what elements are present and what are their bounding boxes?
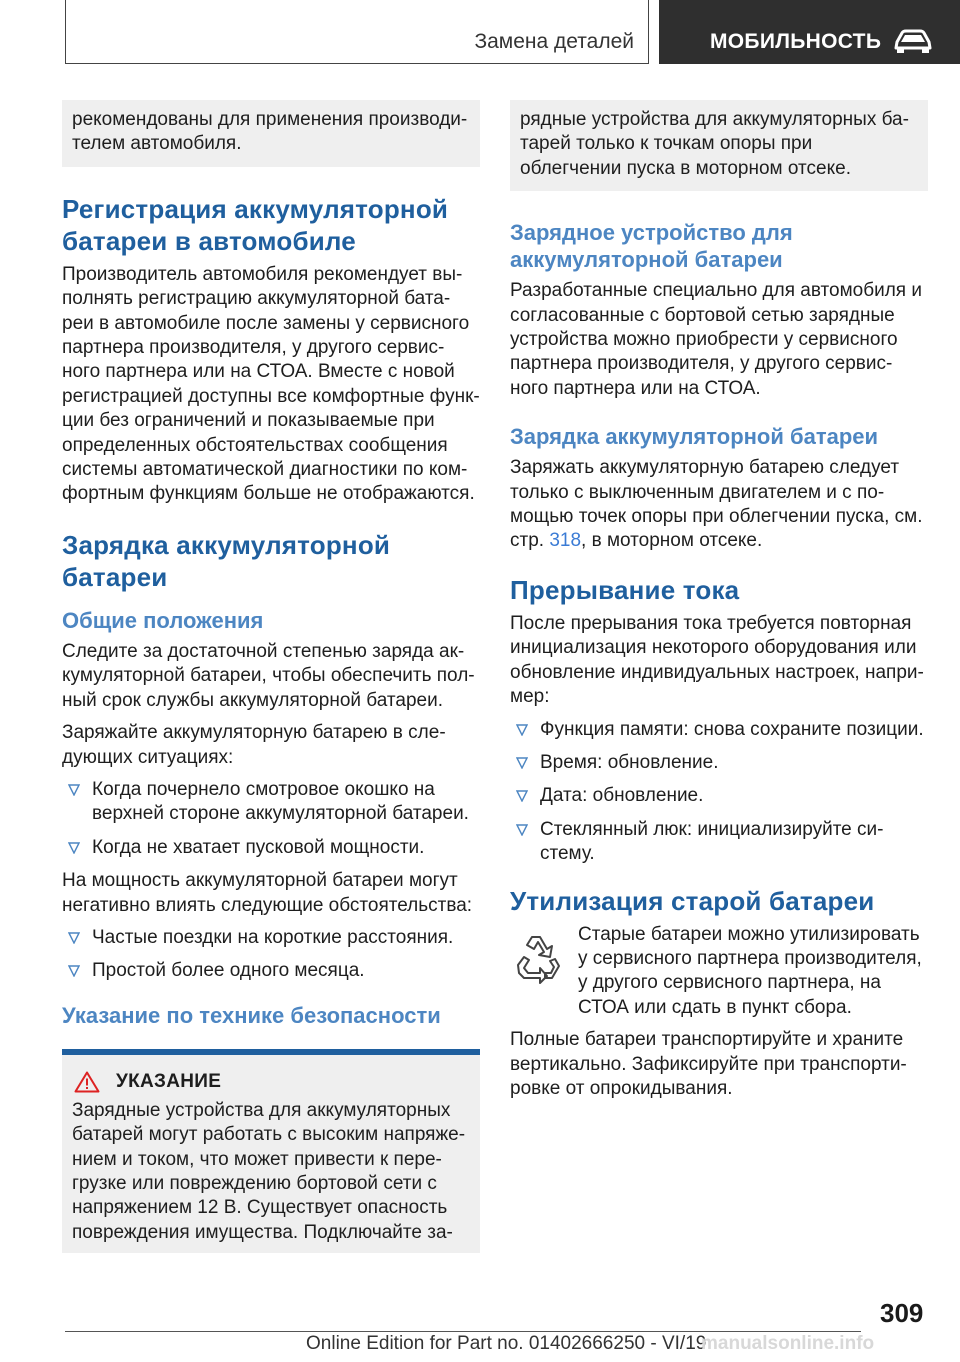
list-reinit-items — [510, 718, 928, 867]
heading-battery-registration: Регистрация аккумуляторной батареи в автомобиле — [62, 193, 449, 256]
heading-safety: Указание по технике безопасности — [62, 1002, 441, 1028]
triangle-bullet-icon — [516, 724, 528, 736]
right-column — [510, 100, 928, 1109]
continued-warning-box — [510, 100, 928, 191]
heading-power-interruption: Прерывание тока — [510, 574, 740, 605]
list-item: Когда почернело смотровое окошко на верхней стороне аккумуляторной батареи. — [62, 778, 480, 827]
triangle-bullet-icon — [68, 965, 80, 977]
warning-box — [62, 1049, 480, 1253]
heading-charging-battery: Зарядка аккумуляторной батареи — [510, 424, 879, 450]
triangle-bullet-icon — [516, 790, 528, 802]
paragraph-charge-situations: Заряжайте аккумуляторную батарею в сле-дующих ситуациях: — [62, 722, 446, 768]
triangle-bullet-icon — [68, 784, 80, 796]
warning-title: УКАЗАНИЕ — [116, 1070, 222, 1092]
paragraph-negative-factors: На мощность аккумуляторной батареи могут негативно влиять следующие обстоятельства: — [62, 870, 473, 916]
section-title: Замена деталей — [474, 30, 634, 53]
list-charge-situations — [62, 778, 480, 860]
triangle-bullet-icon — [516, 824, 528, 836]
warning-triangle-icon — [74, 1071, 100, 1093]
section-header — [65, 0, 649, 64]
heading-charger: Зарядное устройство для аккумуляторной батареи — [510, 220, 793, 273]
footer-watermark: manualsonline.info — [701, 1333, 875, 1354]
list-item: Функция памяти: снова сохраните позиции. — [510, 718, 928, 742]
list-item: Стеклянный люк: инициализируйте си-стему. — [510, 818, 928, 867]
recycle-icon — [510, 929, 566, 985]
page-header — [65, 0, 960, 64]
continued-warning-text: рядные устройства для аккумуляторных ба-тарей только к точкам опоры при облегчении пуска в моторном отсеке. — [520, 109, 909, 179]
continued-note-text: рекомендованы для применения производи-телем автомобиля. — [72, 109, 468, 155]
heading-general: Общие положения — [62, 607, 264, 633]
chapter-title: МОБИЛЬНОСТЬ — [710, 30, 882, 53]
chapter-header — [659, 0, 960, 64]
footer-edition: Online Edition for Part no. 01402666250 - VI/19 — [306, 1333, 707, 1354]
list-item: Простой более одного месяца. — [62, 959, 480, 983]
car-icon — [893, 28, 933, 54]
paragraph-transport: Полные батареи транспортируйте и храните вертикально. Зафиксируйте при транспорти-ровке от опрокидывания. — [510, 1029, 907, 1099]
warning-header — [72, 1071, 470, 1093]
left-column — [62, 100, 480, 1253]
footer-divider — [65, 1331, 861, 1332]
triangle-bullet-icon — [68, 932, 80, 944]
heading-disposal: Утилизация старой батареи — [510, 885, 875, 916]
page-number: 309 — [880, 1298, 924, 1328]
list-item: Когда не хватает пусковой мощности. — [62, 836, 480, 860]
paragraph-disposal: Старые батареи можно утилизировать у сервисного партнера производителя, у другого сервисного партнера, на СТОА или сдать в пункт сбора. — [578, 923, 922, 1018]
page-reference-link[interactable]: 318 — [549, 530, 582, 552]
paragraph-charge-level: Следите за достаточной степенью заряда ак-кумуляторной батареи, чтобы обеспечить пол-ный срок службы аккумуляторной батареи. — [62, 640, 475, 711]
warning-text: Зарядные устройства для аккумуляторных батарей могут работать с высоким напряже-нием и током, что может привести к пере-грузке или повреждению бортовой сети с напряжением 12 В. Существует опасность повреждения имущества. Подключайте за- — [72, 1099, 466, 1243]
list-negative-factors — [62, 926, 480, 984]
list-item: Дата: обновление. — [510, 784, 928, 808]
continued-note-box — [62, 100, 480, 167]
list-item: Время: обновление. — [510, 751, 928, 775]
triangle-bullet-icon — [68, 842, 80, 854]
paragraph-charging: Заряжать аккумуляторную батарею следует только с выключенным двигателем и с по-мощью точек опоры при облегчении пуска, см. стр. 318, в моторном отсеке. — [510, 457, 923, 552]
paragraph-registration: Производитель автомобиля рекомендует вы-полнять регистрацию аккумуляторной бата-реи в автомобиле после замены у сервисного партнера производителя, у другого сервис-ного партнера или на СТОА. Вместе с новой регистрацией доступны все комфортные функ-ции без ограничений и показываемые при определенных обстоятельствах сообщения системы автоматической диагностики по ком-фортным функциям больше не отображаются. — [62, 263, 480, 505]
triangle-bullet-icon — [516, 757, 528, 769]
paragraph-power-interruption: После прерывания тока требуется повторная инициализация некоторого оборудования или обновление индивидуальных настроек, напри-мер: — [510, 612, 924, 708]
heading-battery-charging: Зарядка аккумуляторной батареи — [62, 529, 391, 592]
paragraph-charger: Разработанные специально для автомобиля и согласованные с бортовой сетью зарядные устройства можно приобрести у сервисного партнера производителя, у другого сервис-ного партнера или на СТОА. — [510, 280, 922, 399]
disposal-block — [510, 923, 928, 1021]
list-item: Частые поездки на короткие расстояния. — [62, 926, 480, 950]
